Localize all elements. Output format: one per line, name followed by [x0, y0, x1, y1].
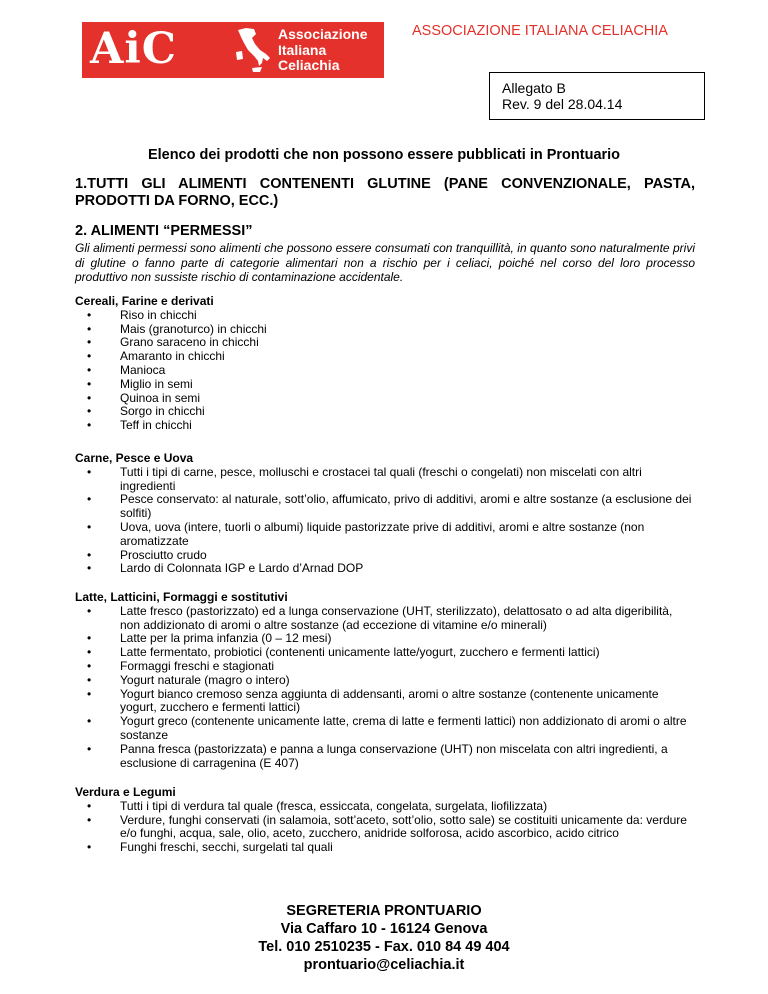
- list-item: • Pesce conservato: al naturale, sott’olio, affumicato, privo di additivi, aromi e altre sostanze (a esclusione dei solfiti): [75, 493, 695, 521]
- footer-contact: [0, 902, 768, 974]
- category-title: Carne, Pesce e Uova: [75, 451, 194, 465]
- section-2-heading: 2. ALIMENTI “PERMESSI”: [75, 223, 253, 239]
- logo-brand: AiC: [90, 24, 177, 74]
- revision-label: Rev. 9 del 28.04.14: [502, 96, 623, 112]
- section-1-heading: 1.TUTTI GLI ALIMENTI CONTENENTI GLUTINE (PANE CONVENZIONALE, PASTA, PRODOTTI DA FORNO, ECC.): [75, 176, 695, 209]
- category-title: Verdura e Legumi: [75, 785, 176, 799]
- category-verdura-legumi: [75, 786, 695, 855]
- list-item: • Tutti i tipi di verdura tal quale (fresca, essiccata, congelata, surgelata, liofilizzata): [75, 800, 695, 814]
- document-title: Elenco dei prodotti che non possono essere pubblicati in Prontuario: [147, 147, 621, 163]
- list-item: • Panna fresca (pastorizzata) e panna a lunga conservazione (UHT) non miscelata con altri ingredienti, a esclusione di carragenina (E 407): [75, 743, 695, 771]
- category-title: Cereali, Farine e derivati: [75, 294, 214, 308]
- italy-map-icon: [232, 26, 272, 74]
- list-item: • Lardo di Colonnata IGP e Lardo d’Arnad DOP: [75, 562, 695, 576]
- footer-email: prontuario@celiachia.it: [303, 957, 465, 973]
- list-item: • Tutti i tipi di carne, pesce, molluschi e crostacei tal quali (freschi o congelati) non miscelati con altri ingredienti: [75, 466, 695, 494]
- logo-line-3: Celiachia: [278, 57, 340, 73]
- category-carne-pesce-uova: [75, 452, 695, 576]
- list-item: • Teff in chicchi: [75, 419, 695, 433]
- list-item: • Yogurt naturale (magro o intero): [75, 674, 695, 688]
- list-item: • Funghi freschi, secchi, surgelati tal quali: [75, 841, 695, 855]
- list-item: • Yogurt greco (contenente unicamente latte, crema di latte e fermenti lattici) non addizionato di aromi o altre sostanze: [75, 715, 695, 743]
- list-item: • Quinoa in semi: [75, 392, 695, 406]
- list-item: • Riso in chicchi: [75, 309, 695, 323]
- logo-line-2: Italiana: [278, 41, 327, 58]
- category-list: [75, 309, 695, 433]
- allegato-label: Allegato B: [502, 80, 566, 96]
- list-item: • Yogurt bianco cremoso senza aggiunta di addensanti, aromi o altre sostanze (contenente unicamente yogurt, zucchero e fermenti lattici): [75, 688, 695, 716]
- list-item: • Amaranto in chicchi: [75, 350, 695, 364]
- list-item: • Manioca: [75, 364, 695, 378]
- list-item: • Grano saraceno in chicchi: [75, 336, 695, 350]
- list-item: • Formaggi freschi e stagionati: [75, 660, 695, 674]
- list-item: • Sorgo in chicchi: [75, 405, 695, 419]
- list-item: • Miglio in semi: [75, 378, 695, 392]
- footer-phone-fax: Tel. 010 2510235 - Fax. 010 84 49 404: [258, 939, 510, 955]
- category-list: [75, 466, 695, 576]
- list-item: • Verdure, funghi conservati (in salamoia, sott’aceto, sott’olio, sotto sale) se costituiti unicamente da: verdure e/o funghi, acqua, sale, olio, aceto, zucchero, anidride solforosa, acido ascorbico, acido citrico: [75, 814, 695, 842]
- allegato-box: [489, 72, 705, 120]
- category-list: [75, 605, 695, 771]
- logo-association-name: [278, 27, 367, 74]
- category-cereali: [75, 295, 695, 433]
- logo-line-1: Associazione: [278, 26, 368, 42]
- list-item: • Latte fermentato, probiotici (contenenti unicamente latte/yogurt, zucchero e fermenti lattici): [75, 646, 695, 660]
- aic-logo: [82, 22, 384, 78]
- header-organization: ASSOCIAZIONE ITALIANA CELIACHIA: [412, 23, 668, 39]
- section-2-intro: Gli alimenti permessi sono alimenti che possono essere consumati con tranquillità, in quanto sono naturalmente privi di glutine o fanno parte di categorie alimentari non a rischio per i celiaci, poiché nel corso del loro processo produttivo non sussiste rischio di contaminazione accidentale.: [75, 241, 695, 284]
- category-latte-latticini: [75, 591, 695, 770]
- footer-office: SEGRETERIA PRONTUARIO: [286, 903, 482, 919]
- list-item: • Uova, uova (intere, tuorli o albumi) liquide pastorizzate prive di additivi, aromi e altre sostanze (non aromatizzate: [75, 521, 695, 549]
- footer-address: Via Caffaro 10 - 16124 Genova: [280, 921, 488, 937]
- category-title: Latte, Latticini, Formaggi e sostitutivi: [75, 590, 288, 604]
- list-item: • Latte fresco (pastorizzato) ed a lunga conservazione (UHT, sterilizzato), delattosato o ad alta digeribilità, non addizionato di aromi o altre sostanze (ad eccezione di vitamine e/o minerali): [75, 605, 695, 633]
- list-item: • Prosciutto crudo: [75, 549, 695, 563]
- list-item: • Mais (granoturco) in chicchi: [75, 323, 695, 337]
- list-item: • Latte per la prima infanzia (0 – 12 mesi): [75, 632, 695, 646]
- category-list: [75, 800, 695, 855]
